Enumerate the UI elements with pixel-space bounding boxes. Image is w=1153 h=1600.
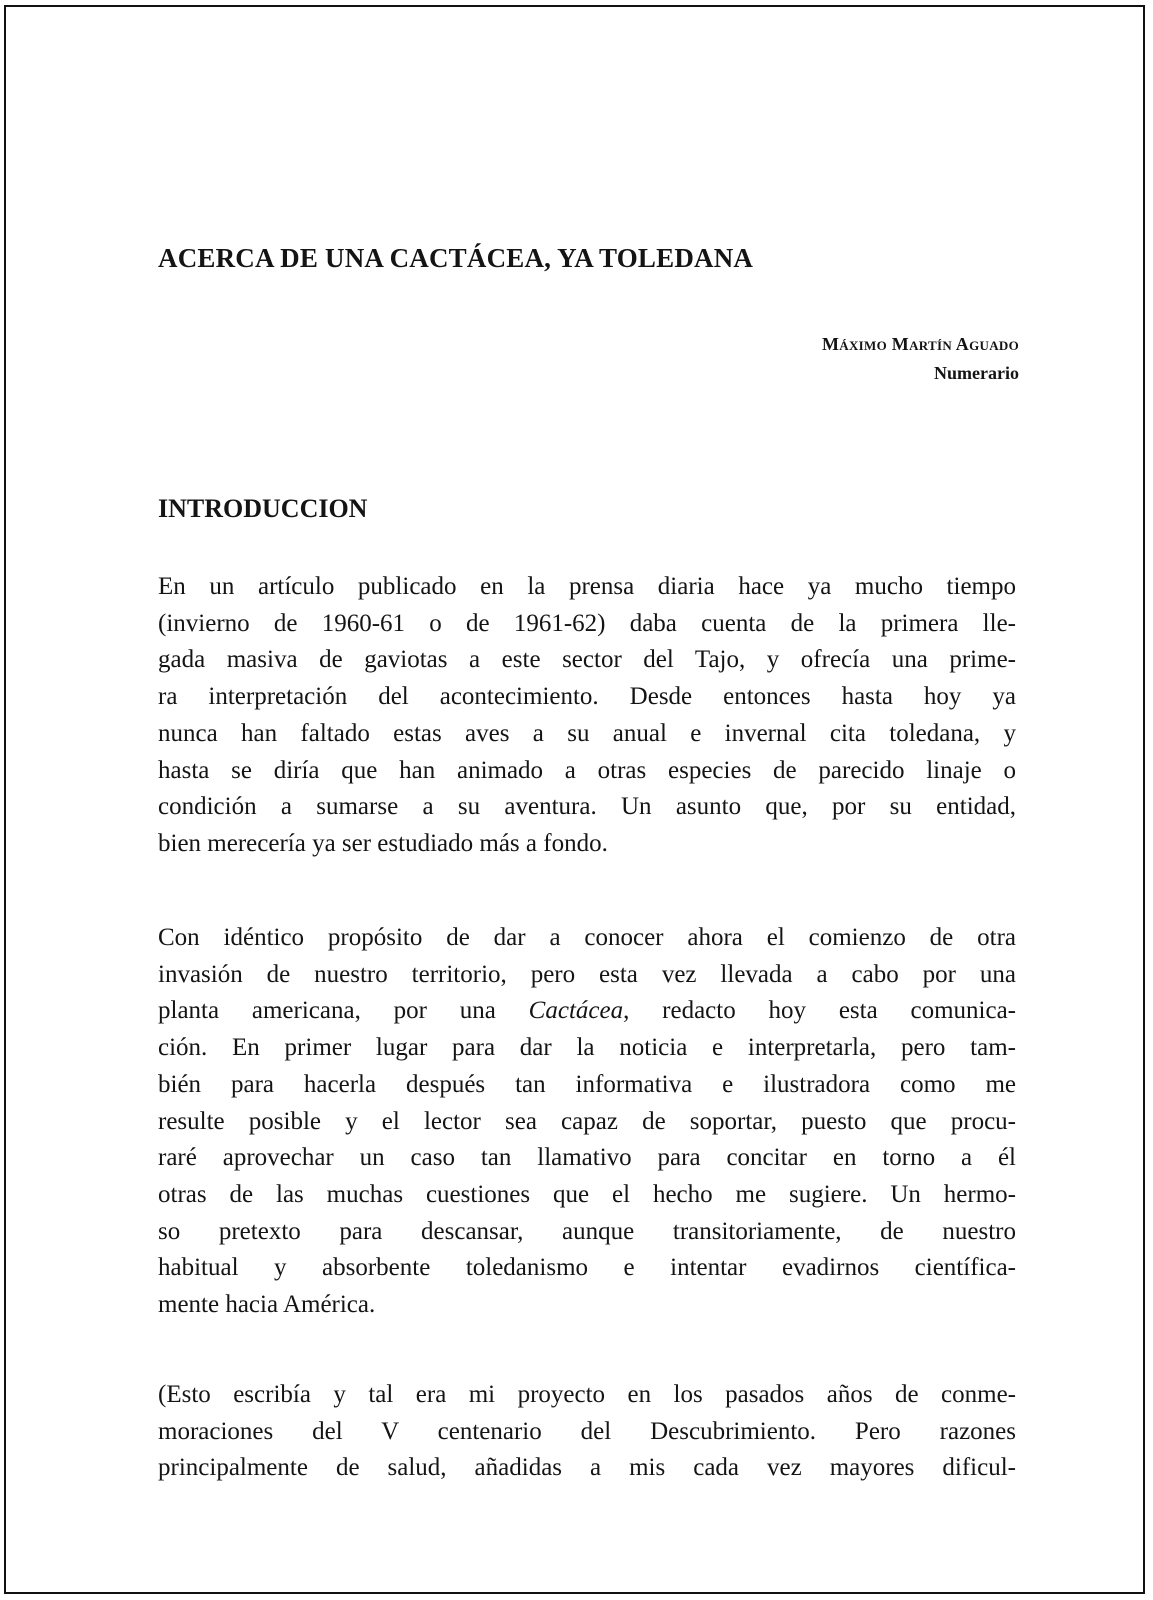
text-line-mixed bbox=[158, 993, 1016, 1030]
text-line: habitual y absorbente toledanismo e intentar evadirnos científica- bbox=[158, 1254, 1016, 1282]
text-line: condición a sumarse a su aventura. Un asunto que, por su entidad, bbox=[158, 793, 1016, 821]
section-heading: INTRODUCCION bbox=[158, 494, 368, 523]
text-line: moraciones del V centenario del Descubrimiento. Pero razones bbox=[158, 1417, 1016, 1445]
text-line: (Esto escribía y tal era mi proyecto en los pasados años de conme- bbox=[158, 1381, 1016, 1408]
text-run: , redacto hoy esta comunica- bbox=[623, 997, 1016, 1025]
author-block bbox=[822, 330, 1019, 388]
text-line: bien merecería ya ser estudiado más a fondo. bbox=[158, 829, 608, 857]
text-line: gada masiva de gaviotas a este sector del Tajo, y ofrecía una prime- bbox=[158, 646, 1016, 674]
paragraph-1 bbox=[158, 569, 1016, 863]
paragraph-2 bbox=[158, 920, 1016, 1324]
author-name: Máximo Martín Aguado bbox=[821, 334, 1019, 354]
text-line: bién para hacerla después tan informativa e ilustradora como me bbox=[158, 1070, 1016, 1098]
text-line: resulte posible y el lector sea capaz de soportar, puesto que procu- bbox=[158, 1107, 1016, 1135]
author-role: Numerario bbox=[934, 363, 1019, 383]
text-run: planta americana, por una bbox=[158, 997, 529, 1025]
text-line: mente hacia América. bbox=[158, 1291, 376, 1319]
text-line: principalmente de salud, añadidas a mis cada vez mayores dificul- bbox=[158, 1454, 1016, 1482]
italic-term: Cactácea bbox=[528, 997, 624, 1025]
text-line: hasta se diría que han animado a otras especies de parecido linaje o bbox=[158, 756, 1016, 784]
text-line: invasión de nuestro territorio, pero esta vez llevada a cabo por una bbox=[158, 960, 1016, 988]
text-line: raré aprovechar un caso tan llamativo para concitar en torno a él bbox=[158, 1144, 1016, 1172]
text-line: Con idéntico propósito de dar a conocer ahora el comienzo de otra bbox=[158, 924, 1016, 951]
paragraph-3 bbox=[158, 1377, 1016, 1487]
article-title: ACERCA DE UNA CACTÁCEA, YA TOLEDANA bbox=[158, 243, 754, 273]
text-line: (invierno de 1960-61 o de 1961-62) daba cuenta de la primera lle- bbox=[158, 609, 1016, 637]
text-line: ción. En primer lugar para dar la noticia e interpretarla, pero tam- bbox=[158, 1034, 1016, 1062]
text-line: so pretexto para descansar, aunque transitoriamente, de nuestro bbox=[158, 1217, 1016, 1245]
text-line: otras de las muchas cuestiones que el hecho me sugiere. Un hermo- bbox=[158, 1180, 1016, 1208]
text-line: nunca han faltado estas aves a su anual e invernal cita toledana, y bbox=[158, 719, 1016, 747]
text-line: ra interpretación del acontecimiento. Desde entonces hasta hoy ya bbox=[158, 683, 1016, 711]
text-line: En un artículo publicado en la prensa diaria hace ya mucho tiempo bbox=[158, 573, 1016, 600]
